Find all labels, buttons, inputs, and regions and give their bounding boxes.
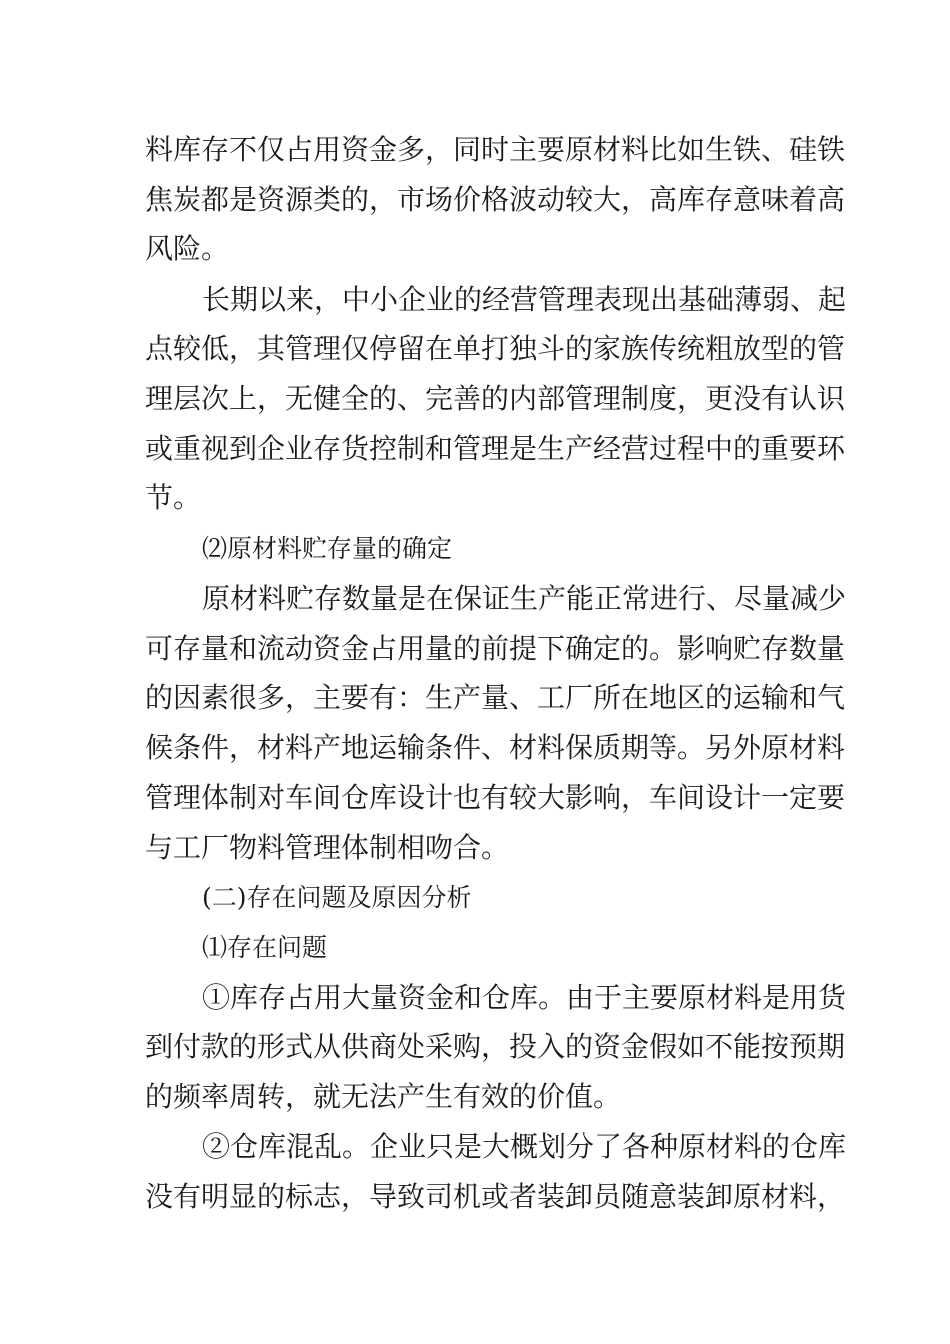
text-line: 原材料贮存数量是在保证生产能正常进行、尽量减少: [202, 582, 847, 615]
text-line: 料库存不仅占用资金多，同时主要原材料比如生铁、硅铁: [145, 133, 846, 166]
text-line: 点较低，其管理仅停留在单打独斗的家族传统粗放型的管: [145, 332, 846, 365]
text-line: 长期以来，中小企业的经营管理表现出基础薄弱、起: [202, 283, 847, 316]
text-line: 候条件，材料产地运输条件、材料保质期等。另外原材料: [145, 731, 846, 764]
text-line: 理层次上，无健全的、完善的内部管理制度，更没有认识: [145, 382, 846, 415]
text-line: 可存量和流动资金占用量的前提下确定的。影响贮存数量: [145, 632, 846, 665]
text-line: ②仓库混乱。企业只是大概划分了各种原材料的仓库: [202, 1130, 847, 1163]
text-line: 的因素很多，主要有：生产量、工厂所在地区的运输和气: [145, 681, 846, 714]
text-line: 的频率周转，就无法产生有效的价值。: [145, 1080, 622, 1113]
text-line: 没有明显的标志，导致司机或者装卸员随意装卸原材料，: [145, 1180, 846, 1213]
text-line: 管理体制对车间仓库设计也有较大影响，车间设计一定要: [145, 781, 846, 814]
text-line: 与工厂物料管理体制相吻合。: [145, 831, 510, 864]
text-line: 节。: [145, 481, 202, 514]
subsection-heading: ⑴存在问题: [202, 933, 328, 962]
text-line: 焦炭都是资源类的，市场价格波动较大，高库存意味着高: [145, 183, 846, 216]
text-line: 到付款的形式从供商处采购，投入的资金假如不能按预期: [145, 1030, 846, 1063]
section-heading: ⑵原材料贮存量的确定: [202, 534, 453, 563]
text-line: ①库存占用大量资金和仓库。由于主要原材料是用货: [202, 981, 847, 1014]
text-line: 风险。: [145, 232, 230, 265]
text-line: 或重视到企业存货控制和管理是生产经营过程中的重要环: [145, 432, 846, 465]
section-heading: (二)存在问题及原因分析: [202, 883, 472, 912]
